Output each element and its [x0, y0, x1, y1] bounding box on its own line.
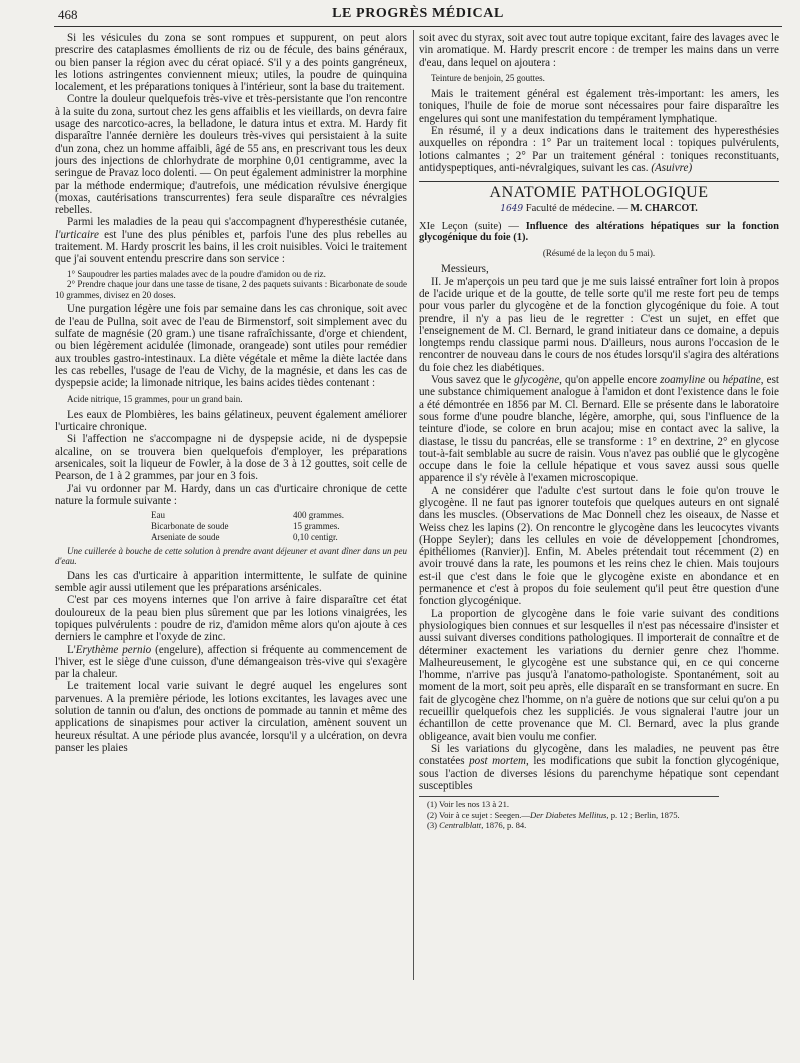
page-number: 468: [58, 7, 78, 22]
paragraph: L'Erythème pernio (engelure), affection si fréquente au commencement de l'hiver, est le siège d'une cuisson, d'une démangeaison très-vive qui s'exagère par la chaleur.: [55, 643, 407, 681]
paragraph: Vous savez que le glycogène, qu'on appelle encore zoamyline ou hépatine, est une substance chimiquement analogue à l'amidon et dont l'existence dans le foie a été démontrée en 1856 par M. Cl. Bernard. Elle se présente dans le laboratoire sous forme d'une poudre blanche, légère, amorphe, qui, sous l'influence de la teinture d'iode, se colore en brun acajou; mise en contact avec la salive, la diastase, le tissu du pancréas, elle se transforme : 1° en dextrine, 2° en glycose tout-à-fait semblable au sucre de raisin. Vous n'avez pas oublié que le glycogène occupe dans le foie la cellule hépatique et vous savez aussi sous quelle apparence il s'y révèle à l'examen microscopique.: [419, 374, 779, 485]
recipe-line: Teinture de benjoin, 25 gouttes.: [431, 72, 545, 83]
lecture-summary-date: (Résumé de la leçon du 5 mai).: [542, 248, 656, 259]
paragraph: soit avec du styrax, soit avec tout autre topique excitant, faire des lavages avec le vin aromatique. M. Hardy prescrit encore : de tremper les mains dans un verre d'eau, dans lequel on ajoutera :: [419, 32, 779, 69]
paragraph: Si les variations du glycogène, dans les maladies, ne peuvent pas être constatées post mortem, les modifications que subit la fonction glycogénique, sous l'action de diverses lésions du parenchyme hépatique sont cependant susceptibles: [419, 742, 779, 792]
formula-table: [55, 510, 407, 542]
footnote: (2) Voir à ce sujet : Seegen.—Der Diabetes Mellitus, p. 12 ; Berlin, 1875.: [427, 809, 680, 820]
prescription-item: 1° Saupoudrer les parties malades avec de la poudre d'amidon ou de riz.: [67, 268, 326, 279]
faculty-line: 1649 Faculté de médecine. — M. CHARCOT.: [500, 202, 698, 214]
right-column: [419, 32, 779, 1052]
paragraph: Mais le traitement général est également très-important: les amers, les toniques, l'huile de foie de morue sont nécessaires pour faire disparaître les engelures qui sont une manifestation du tempérament lymphatique.: [419, 88, 779, 125]
prescription-item: 2° Prendre chaque jour dans une tasse de tisane, 2 des paquets suivants : Bicarbonate de soude 10 grammes, divisez en 20 doses.: [55, 279, 407, 300]
paragraph: Parmi les maladies de la peau qui s'accompagnent d'hyperesthésie cutanée, l'urticaire est l'une des plus pénibles et, parfois l'une des plus rebelles au traitement. M. Hardy proscrit les bains, il les croit nuisibles. Voici le traitement que j'ai souvent entendu prescrire dans son service :: [55, 216, 407, 266]
column-divider: [413, 30, 414, 980]
paragraph: La proportion de glycogène dans le foie varie suivant des conditions physiologiques bien connues et sur lesquelles il n'est pas nécessaire d'insister et aussi suivant diverses conditions pathologiques. Il importerait de connaître et de déterminer exactement les variations du dernier genre chez l'homme. Malheureusement, le glycogène est une substance qui, en ce qui concerne l'homme, n'arrive pas jusqu'à l'anatomo-pathologiste. Spontanément, soit au moment de la mort, soit peu après, elle disparaît en se transformant en sucre. En fait de glycogène chez l'homme, on n'a guère de notions que sur celui qu'on a pu recueillir quelquefois chez les suppliciés. Je vous signalerai l'autre jour un échantillon de cette provenance que M. Cl. Bernard, avec la plus grande obligeance, avait bien voulu me confier.: [419, 607, 779, 743]
paragraph: Dans les cas d'urticaire à apparition intermittente, le sulfate de quinine semble agir aussi utilement que les préparations arsénicales.: [55, 569, 407, 595]
professor-name: M. CHARCOT.: [630, 202, 698, 214]
paragraph: Une purgation légère une fois par semaine dans les cas chronique, soit avec de l'eau de Pullna, soit avec de l'eau de Birmenstorf, soit simplement avec du sulfate de magnésie (20 gram.) une tisane rafraîchissante, d'orge et chiendent, ou bien légèrement acidulée (limonade, orangeade) sont utiles pour remédier aux troubles gastro-intestinaux. La diète végétale et même la diète lactée dans les cas rebelles, l'usage de l'eau de Vichy, de la magnésie, et dans les cas de dyspepsie acide; la limonade nitrique, les bains acides tièdes contenant :: [55, 303, 407, 390]
formula-row: Arseniate de soude 0,10 centigr.: [151, 531, 338, 542]
paragraph: A ne considérer que l'adulte c'est surtout dans le foie qu'on trouve le glycogène. Il ne faut pas ignorer toutefois que quelques auteurs en ont signalé dans les muscles. (Observations de Mac Donnell chez les oiseaux, de Nasse et Weiss chez les lapins (2). On rencontre le glycogène dans les leucocytes vivants (Hoppe Seyler); dans les cellules en voie de développement [chondromes, épithéliomes (Ranvier)]. Enfin, M. Abeles prétendait tout récemment (2) en avoir trouvé dans la rate, les poumons et les reins chez le chien. Mais toujours est-il que c'est dans le foie que le glycogène existe en abondance et en permanence et c'est à propos du foie seulement qu'il peut être question d'une fonction glycogénique.: [419, 484, 779, 608]
paragraph: Les eaux de Plombières, les bains gélatineux, peuvent également améliorer l'urticaire chronique.: [55, 408, 407, 434]
paragraph: Si l'affection ne s'accompagne ni de dyspepsie acide, ni de dyspepsie alcaline, on se trouvera bien quelquefois d'employer, les préparations arsenicales, soit la liqueur de Fowler, à la dose de 3 à 12 gouttes, soit celle de Pearson, de 1 à 2 grammes, par jour en 3 fois.: [55, 433, 407, 483]
to-be-continued: (Asuivre): [651, 161, 693, 174]
prescription-list: [55, 269, 407, 301]
paragraph: II. Je m'aperçois un peu tard que je me suis laissé entraîner fort loin à propos de l'acide urique et de la goutte, de telle sorte qu'il me reste fort peu de temps pour vous parler du glycogène et de la fonction glycogénique du foie. A tout prendre, il n'y a pas lieu de le regretter : C'est un sujet, en effet que l'enseignement de M. Cl. Bernard, le grand initiateur dans ce domaine, a depuis longtemps rendu classique parmi nous. D'ailleurs, nous aurons l'occasion de le rencontrer de nouveau dans le cours de nos études lorsqu'il s'agira des altérations du foie chez les diabétiques.: [419, 275, 779, 374]
paragraph: J'ai vu ordonner par M. Hardy, dans un cas d'urticaire chronique de cette nature la formule suivante :: [55, 482, 407, 507]
salutation: Messieurs,: [441, 263, 489, 276]
handwritten-note: 1649: [500, 203, 524, 214]
lecture-title: XIe Leçon (suite) — Influence des altérations hépatiques sur la fonction glycogénique du foie (1).: [419, 220, 779, 244]
footnotes: [419, 796, 719, 831]
left-column: [55, 32, 407, 1052]
formula-row: Eau 400 grammes.: [151, 510, 344, 521]
paragraph: Le traitement local varie suivant le degré auquel les engelures sont parvenues. A la première période, les lotions excitantes, les lavages avec une solution de tannin ou d'alun, des onctions de pommade au tannin et même des applications de sinapismes pour activer la circulation, amènent souvent un heureux résultat. A une période plus avancée, lorsqu'il y a ulcération, on devra panser les plaies: [55, 680, 407, 754]
footnote: (3) Centralblatt, 1876, p. 84.: [427, 820, 527, 831]
dosage-note: Une cuillerée à bouche de cette solution à prendre avant déjeuner et avant dîner dans un peu d'eau.: [55, 545, 407, 567]
journal-title: LE PROGRÈS MÉDICAL: [332, 6, 504, 21]
recipe-line: Acide nitrique, 15 grammes, pour un grand bain.: [67, 393, 243, 404]
paragraph: Contre la douleur quelquefois très-vive et très-persistante que l'on rencontre à la suite du zona, surtout chez les gens affaiblis et les vieillards, on devra faire usage des narcotico-acres, la belladone, le datura intus et extra. M. Hardy fit disparaître l'année dernière les douleurs très-vives qui persistaient à la suite d'un zona, chez un homme affaibli, âgé de 55 ans, en prescrivant tous les deux jours des injections de chlorhydrate de morphine 0,01 centigramme, avec la seringue de Pravaz loco dolenti. — On peut également administrer la morphine par la méthode endermique; d'autrefois, une médication révulsive énergique (moxas, cautérisations transcurrentes) fera seule disparaître ces névralgies rebelles.: [55, 93, 407, 217]
paragraph: En résumé, il y a deux indications dans le traitement des hyperesthésies auxquelles on répondra : 1° Par un traitement local : topiques pulvérulents, lotions calmantes ; 2° Par un traitement général : toniques reconstituants, antidyspeptiques, anti-névralgiques, suivant les cas. (Asuivre): [419, 125, 779, 174]
section-title: ANATOMIE PATHOLOGIQUE: [419, 181, 779, 199]
formula-row: Bicarbonate de soude 15 grammes.: [151, 520, 340, 531]
page-header: [54, 4, 782, 27]
paragraph: Si les vésicules du zona se sont rompues et suppurent, on peut alors prescrire des cataplasmes émollients de riz ou de fécule, des bains généraux, ou bien panser la région avec du cérat opiacé. S'il y a des points gangréneux, les lotions astringentes conviennent mieux; utiles, la poudre de quinquina localement, et les préparations toniques à l'intérieur, sont la base du traitement.: [55, 32, 407, 94]
paragraph: C'est par ces moyens internes que l'on arrive à faire disparaître cet état douloureux de la peau bien plus sûrement que par les lotions vinaigrées, les topiques pulvérulents : poudre de riz, d'amidon même alors qu'on ajoute à ces derniers le camphre et l'oxyde de zinc.: [55, 594, 407, 644]
footnote: (1) Voir les nos 13 à 21.: [427, 799, 510, 810]
